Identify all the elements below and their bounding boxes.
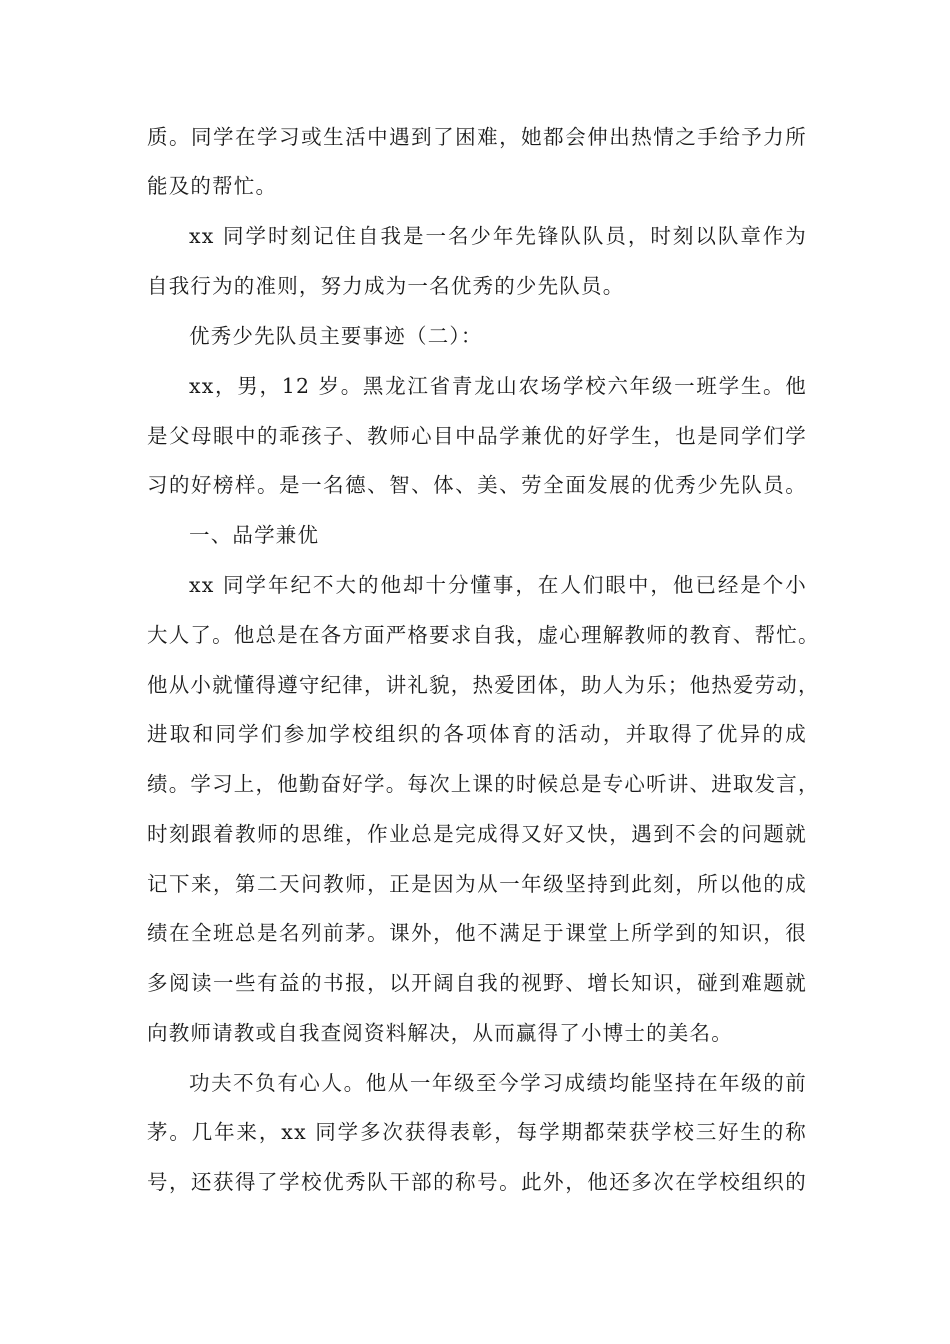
text-line: xx，男，12 岁。黑龙江省青龙山农场学校六年级一班学生。他 [189, 374, 807, 398]
text-line: 多阅读一些有益的书报，以开阔自我的视野、增长知识，碰到难题就 [147, 971, 807, 995]
text-line: 绩。学习上，他勤奋好学。每次上课的时候总是专心听讲、进取发言， [147, 772, 820, 796]
subsection-heading: 一、品学兼优 [189, 523, 320, 547]
text-line: 质。同学在学习或生活中遇到了困难，她都会伸出热情之手给予力所 [147, 125, 807, 149]
text-line: 茅。几年来，xx 同学多次获得表彰，每学期都荣获学校三好生的称 [147, 1120, 807, 1144]
text-line: 时刻跟着教师的思维，作业总是完成得又好又快，遇到不会的问题就 [147, 822, 807, 846]
text-line: 自我行为的准则，努力成为一名优秀的少先队员。 [147, 274, 625, 298]
text-line: 记下来，第二天问教师，正是因为从一年级坚持到此刻，所以他的成 [147, 872, 807, 896]
text-line: xx 同学年纪不大的他却十分懂事，在人们眼中，他已经是个小 [189, 573, 807, 597]
text-line: 向教师请教或自我查阅资料解决，从而赢得了小博士的美名。 [147, 1021, 733, 1045]
text-line: 大人了。他总是在各方面严格要求自我，虚心理解教师的教育、帮忙。 [147, 623, 820, 647]
text-line: 他从小就懂得遵守纪律，讲礼貌，热爱团体，助人为乐；他热爱劳动， [147, 673, 820, 697]
text-line: 号，还获得了学校优秀队干部的称号。此外，他还多次在学校组织的 [147, 1170, 807, 1194]
text-line: 是父母眼中的乖孩子、教师心目中品学兼优的好学生，也是同学们学 [147, 424, 807, 448]
text-line: 绩在全班总是名列前茅。课外，他不满足于课堂上所学到的知识，很 [147, 921, 807, 945]
section-heading: 优秀少先队员主要事迹（二）： [189, 324, 483, 348]
text-line: 进取和同学们参加学校组织的各项体育的活动，并取得了优异的成 [147, 722, 807, 746]
text-line: 功夫不负有心人。他从一年级至今学习成绩均能坚持在年级的前 [189, 1071, 807, 1095]
text-line: xx 同学时刻记住自我是一名少年先锋队队员，时刻以队章作为 [189, 224, 807, 248]
text-line: 习的好榜样。是一名德、智、体、美、劳全面发展的优秀少先队员。 [147, 473, 807, 497]
text-line: 能及的帮忙。 [147, 174, 278, 198]
